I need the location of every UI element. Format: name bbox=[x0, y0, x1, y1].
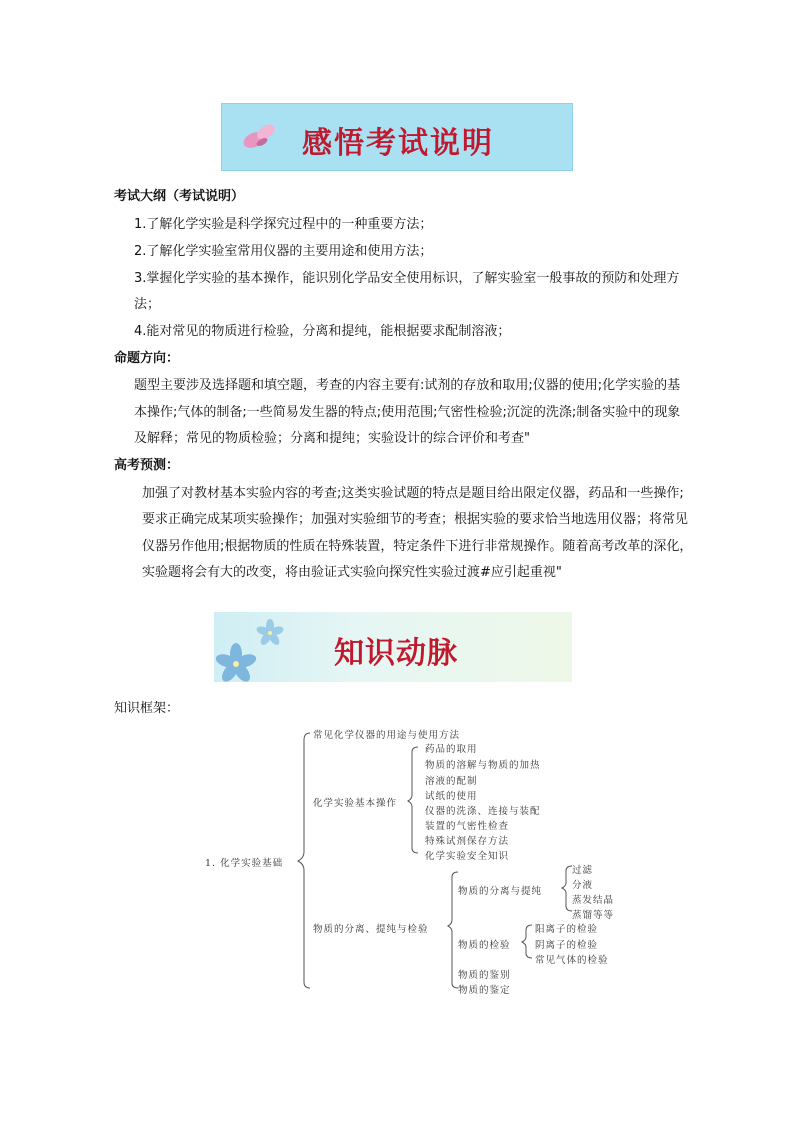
outline-item: 法； bbox=[134, 297, 161, 312]
paragraph-line: 及解释；常见的物质检验；分离和提纯；实验设计的综合评价和考查" bbox=[134, 431, 530, 446]
outline-item: 3.掌握化学实验的基本操作，能识别化学品安全使用标识，了解实验室一般事故的预防和处理方 bbox=[134, 271, 680, 286]
paragraph-line: 题型主要涉及选择题和填空题，考查的内容主要有:试剂的存放和取用;仪器的使用;化学实验的基 bbox=[134, 378, 681, 393]
tree-leaf: 仪器的洗涤、连接与装配 bbox=[425, 806, 541, 817]
tree-root: 1. 化学实验基础 bbox=[205, 858, 284, 869]
section-heading-prediction: 高考预测： bbox=[114, 458, 180, 473]
paragraph-line: 本操作;气体的制备;一些简易发生器的特点;使用范围;气密性检验;沉淀的洗涤;制备实验中的现象 bbox=[134, 405, 681, 420]
section-heading-outline: 考试大纲（考试说明） bbox=[114, 189, 245, 204]
tree-leaf: 化学实验安全知识 bbox=[425, 851, 510, 862]
tree-node: 物质的检验 bbox=[458, 940, 511, 951]
tree-leaf: 蒸馏等等 bbox=[572, 910, 615, 921]
paragraph-line: 实验题将会有大的改变，将由验证式实验向探究性实验过渡#应引起重视" bbox=[142, 565, 562, 580]
tree-leaf: 药品的取用 bbox=[425, 744, 478, 755]
tree-leaf: 分液 bbox=[572, 880, 594, 891]
tree-node: 物质的鉴别 bbox=[458, 970, 511, 981]
outline-item: 4.能对常见的物质进行检验，分离和提纯，能根据要求配制溶液； bbox=[134, 324, 511, 339]
outline-item: 2.了解化学实验室常用仪器的主要用途和使用方法； bbox=[134, 244, 433, 259]
section-heading-direction: 命题方向： bbox=[114, 351, 180, 366]
framework-label: 知识框架： bbox=[114, 701, 180, 716]
paragraph-line: 要求正确完成某项实验操作；加强对实验细节的考查；根据实验的要求恰当地选用仪器；将常见 bbox=[142, 512, 689, 527]
tree-leaf: 溶液的配制 bbox=[425, 776, 478, 787]
tree-leaf: 特殊试剂保存方法 bbox=[425, 836, 510, 847]
tree-leaf: 装置的气密性检查 bbox=[425, 821, 510, 832]
banner-title: 知识动脉 bbox=[334, 636, 458, 671]
tree-node: 常见化学仪器的用途与使用方法 bbox=[313, 730, 461, 741]
banner-title: 感悟考试说明 bbox=[302, 126, 494, 161]
tree-leaf: 蒸发结晶 bbox=[572, 895, 615, 906]
tree-node: 化学实验基本操作 bbox=[313, 798, 398, 809]
tree-leaf: 阳离子的检验 bbox=[535, 924, 599, 935]
tree-leaf: 过滤 bbox=[572, 865, 594, 876]
tree-leaf: 常见气体的检验 bbox=[535, 955, 609, 966]
outline-item: 1.了解化学实验是科学探究过程中的一种重要方法； bbox=[134, 217, 433, 232]
tree-node: 物质的鉴定 bbox=[458, 985, 511, 996]
tree-node: 物质的分离、提纯与检验 bbox=[313, 924, 429, 935]
tree-node: 物质的分离与提纯 bbox=[458, 886, 543, 897]
tree-leaf: 阴离子的检验 bbox=[535, 940, 599, 951]
paragraph-line: 加强了对教材基本实验内容的考查;这类实验试题的特点是题目给出限定仪器，药品和一些操作; bbox=[142, 486, 684, 501]
tree-leaf: 试纸的使用 bbox=[425, 791, 478, 802]
tree-leaf: 物质的溶解与物质的加热 bbox=[425, 760, 541, 771]
paragraph-line: 仪器另作他用;根据物质的性质在特殊装置，特定条件下进行非常规操作。随着高考改革的深化， bbox=[142, 539, 693, 554]
